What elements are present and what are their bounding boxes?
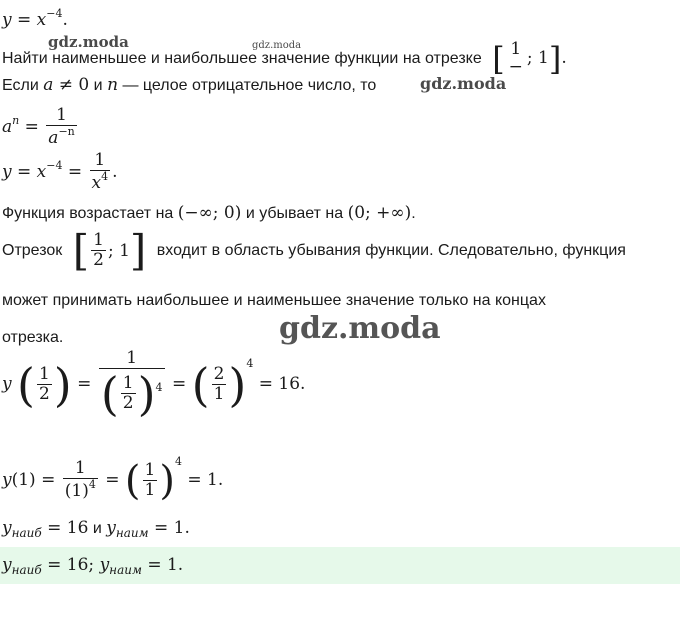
calculation-one: y(1) = $\frac{1}{(1)^4}$ = ( $\frac{1}{1}$ ) $^4$ = 1.: [2, 455, 224, 504]
rule-text: Если a ≠ 0 и n — целое отрицательное число, то: [2, 75, 377, 95]
function-definition: $y = x^{-4}$.: [2, 7, 68, 30]
paragraph-line: отрезка.: [2, 329, 64, 346]
monotony-text: Функция возрастает на (−∞; 0) и убывает на (0; +∞).: [2, 203, 416, 223]
paragraph-line: может принимать наибольшее и наименьшее значение только на концах: [2, 292, 546, 309]
watermark: gdz.moda: [48, 33, 129, 51]
result-line: $y_{наиб} = 16$ и $y_{наим} = 1$.: [2, 518, 190, 540]
answer-text: $y_{наиб} = 16$; $y_{наим} = 1$.: [2, 555, 184, 577]
answer-box: [0, 547, 680, 584]
watermark: gdz.moda: [252, 40, 302, 51]
function-rewrite: $y = x^{-4}$ = $\frac{1}{x^4}$ .: [2, 150, 118, 193]
power-rule-formula: $a^n$ = $\frac{1}{a^{-n}}$: [2, 105, 75, 148]
calculation-half: y ( $\frac{1}{2}$ ) = 1 ( $\frac{1}{2}$ ) $^4$ = ( $\frac{2}{1}$ ) $^4$ = 16.: [2, 348, 306, 421]
watermark: gdz.moda: [279, 311, 441, 346]
segment-text: Отрезок [ $\frac{1}{2}$ ; 1 ] входит в область убывания функции. Следовательно, функция: [2, 226, 626, 275]
watermark: gdz.moda: [420, 74, 507, 93]
task-statement: Найти наименьшее и наибольшее значение функции на отрезке [ 1 − ; 1 ] .: [2, 38, 567, 78]
